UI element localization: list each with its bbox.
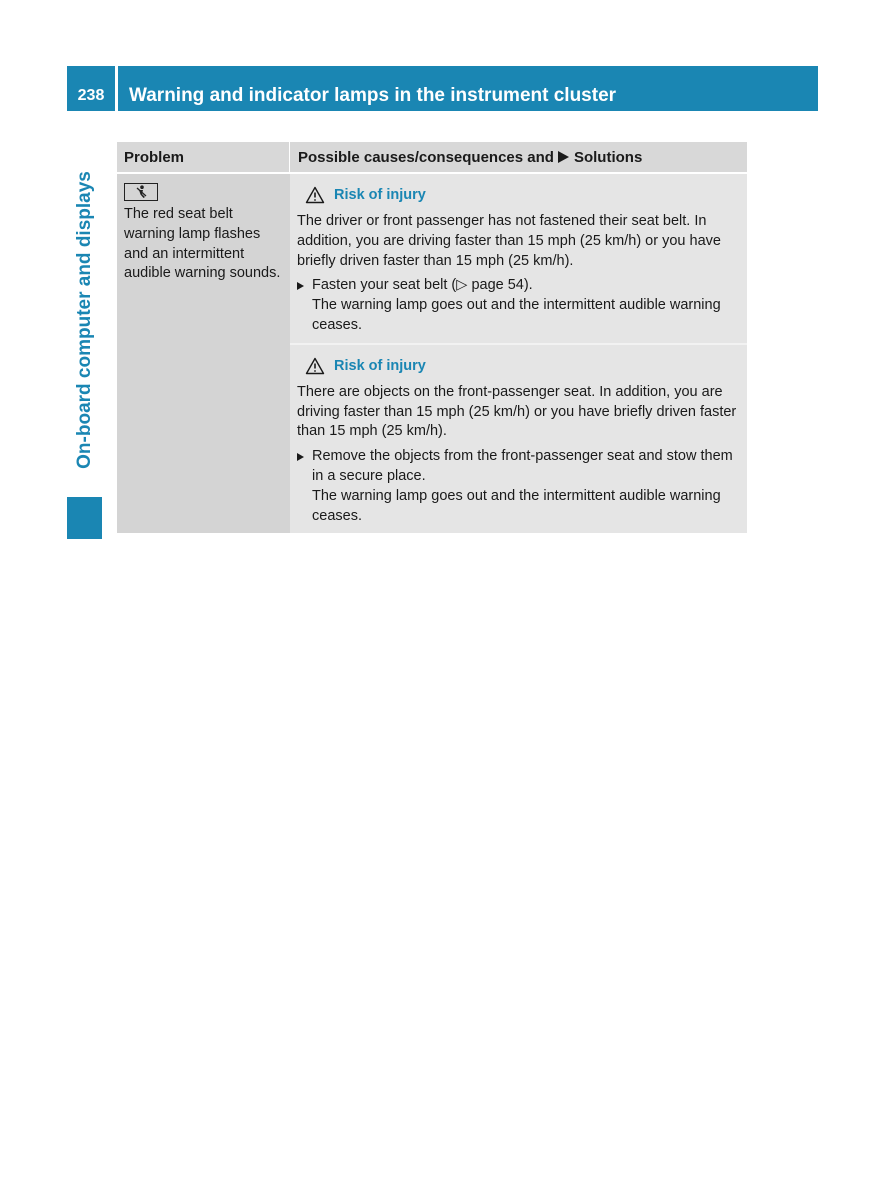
- solution-block: [290, 174, 747, 343]
- action-item: [297, 276, 740, 335]
- problem-description: The red seat belt warning lamp flashes and an intermittent audible warning sounds.: [124, 206, 281, 282]
- warning-table: [117, 142, 747, 533]
- side-tab-label: On-board computer and displays: [73, 171, 95, 469]
- column-header-solutions-prefix: Possible causes/consequences and: [298, 148, 554, 166]
- seat-belt-warning-icon: [124, 183, 158, 201]
- risk-label: Risk of injury: [334, 357, 426, 374]
- side-tab-marker: [67, 497, 102, 539]
- cause-description: The driver or front passenger has not fastened their seat belt. In addition, you are driving faster than 15 mph (25 km/h) or you have briefly driven faster than 15 mph (25 km/h).: [297, 213, 721, 269]
- cause-description: There are objects on the front-passenger seat. In addition, you are driving faster than 15 mph (25 km/h) or you have briefly driven faster than 15 mph (25 km/h).: [297, 383, 737, 440]
- risk-heading: [305, 355, 740, 377]
- problem-cell: [117, 174, 290, 533]
- column-header-problem: Problem: [117, 142, 290, 172]
- column-header-solutions: [290, 142, 747, 172]
- page-title: Warning and indicator lamps in the instrument cluster: [129, 84, 617, 106]
- column-header-solutions-suffix: Solutions: [573, 148, 643, 166]
- table-header: [117, 142, 747, 174]
- side-tab: [67, 145, 102, 495]
- table-row: [117, 174, 747, 533]
- warning-triangle-icon: [305, 186, 325, 204]
- risk-label: Risk of injury: [334, 187, 426, 203]
- risk-heading: [305, 184, 740, 206]
- solutions-cell: [290, 174, 747, 533]
- page-header: [67, 66, 818, 111]
- page-number: 238: [77, 86, 105, 104]
- result-text: The warning lamp goes out and the intermittent audible warning ceases.: [312, 297, 721, 333]
- action-item: [297, 447, 740, 526]
- result-text: The warning lamp goes out and the intermittent audible warning ceases.: [312, 487, 721, 524]
- bullet-arrow-icon: [297, 276, 312, 335]
- bullet-arrow-icon: [297, 447, 312, 526]
- arrow-right-icon: [558, 151, 569, 163]
- solution-block: [290, 343, 747, 534]
- action-text: Fasten your seat belt (▷ page 54).: [312, 277, 533, 294]
- action-text: Remove the objects from the front-passenger seat and stow them in a secure place.: [312, 448, 733, 484]
- warning-triangle-icon: [305, 357, 325, 375]
- header-divider: [115, 66, 118, 111]
